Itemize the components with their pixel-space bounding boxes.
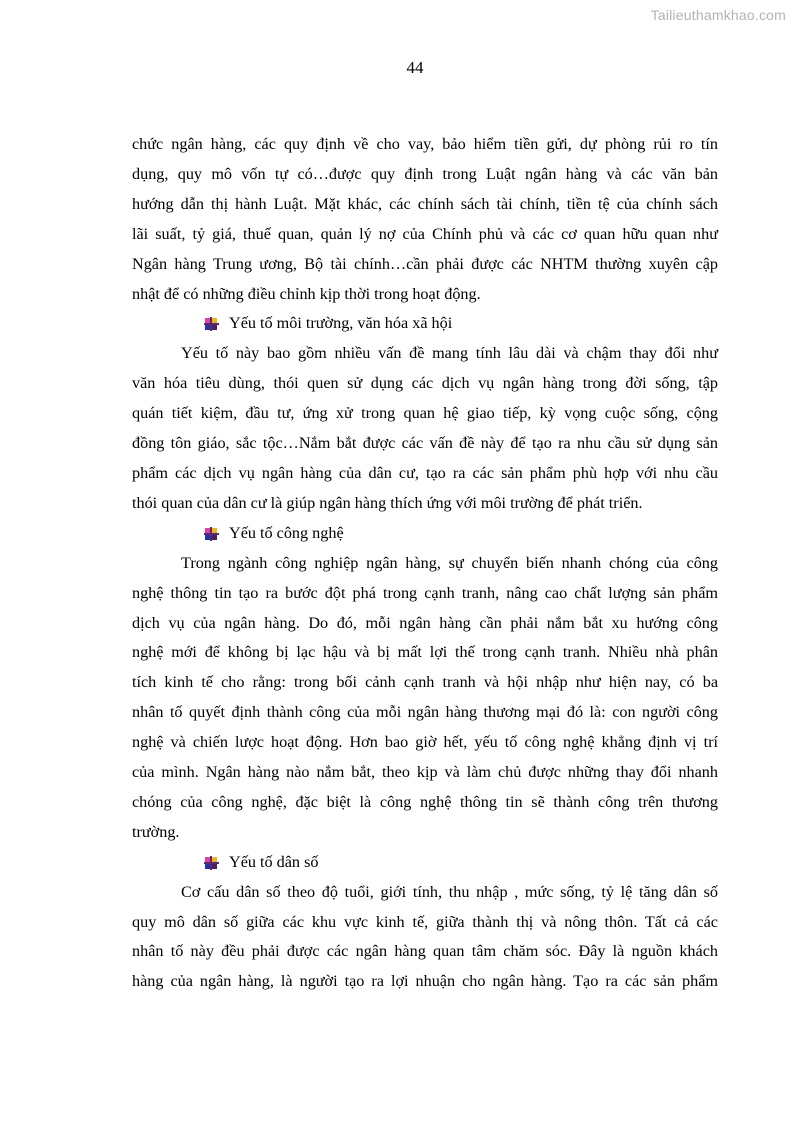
text-line: hướng dẫn thị hành Luật. Mặt khác, các chính sách tài chính, tiền tệ của chính sách xyxy=(132,194,718,213)
text-line: của mình. Ngân hàng nào nắm bắt, theo kịp và làm chủ được những thay đổi nhanh xyxy=(132,763,718,782)
text-line: thói quan của dân cư là giúp ngân hàng thích ứng với môi trường để phát triển. xyxy=(132,493,643,512)
text-line: nhân tố này đều phải được các ngân hàng quan tâm chăm sóc. Đây là nguồn khách xyxy=(132,942,718,961)
text-line: văn hóa tiêu dùng, thói quen sử dụng các dịch vụ ngân hàng trong đời sống, tập xyxy=(132,374,718,393)
four-color-cross-icon xyxy=(204,317,220,331)
text-line: nghệ thông tin tạo ra bước đột phá trong cạnh tranh, nâng cao chất lượng sản phẩm xyxy=(132,583,718,602)
text-line: đồng tôn giáo, sắc tộc…Nắm bắt được các vấn đề này để tạo ra nhu cầu sử dụng sản xyxy=(132,434,718,453)
paragraph-intro xyxy=(132,130,718,309)
section-heading-technology xyxy=(132,519,718,549)
section-heading-text: Yếu tố môi trường, văn hóa xã hội xyxy=(229,314,453,333)
paragraph-technology xyxy=(132,549,718,848)
text-line: chóng của công nghệ, đặc biệt là công nghệ thông tin sẽ thành công trên thương xyxy=(132,792,718,811)
text-line: Ngân hàng Trung ương, Bộ tài chính…cần phải được các NHTM thường xuyên cập xyxy=(132,254,718,273)
text-line: tích kinh tế cho rằng: trong bối cảnh cạnh tranh và hội nhập như hiện nay, có ba xyxy=(132,673,718,692)
document-body xyxy=(132,130,718,997)
text-line: Yếu tố này bao gồm nhiều vấn đề mang tính lâu dài và chậm thay đổi như xyxy=(181,344,718,363)
text-line: phẩm các dịch vụ ngân hàng của dân cư, tạo ra các sản phẩm phù hợp với nhu cầu xyxy=(132,463,718,482)
paragraph-population xyxy=(132,878,718,998)
text-line: hàng của ngân hàng, là người tạo ra lợi nhuận cho ngân hàng. Tạo ra các sản phẩm xyxy=(132,972,718,991)
text-line: nghệ và chiến lược hoạt động. Hơn bao giờ hết, yếu tố công nghệ khẳng định vị trí xyxy=(132,733,718,752)
text-line: dụng, quy mô vốn tự có…được quy định trong Luật ngân hàng và các văn bản xyxy=(132,164,718,183)
paragraph-culture xyxy=(132,339,718,518)
text-line: trường. xyxy=(132,822,180,841)
text-line: lãi suất, tỷ giá, thuế quan, quản lý nợ của Chính phủ và các cơ quan hữu quan như xyxy=(132,224,718,243)
text-line: quán tiết kiệm, đầu tư, ứng xử trong quan hệ giao tiếp, kỳ vọng cuộc sống, cộng xyxy=(132,404,718,423)
text-line: Trong ngành công nghiệp ngân hàng, sự chuyển biến nhanh chóng của công xyxy=(181,553,718,572)
text-line: Cơ cấu dân số theo độ tuổi, giới tính, thu nhập , mức sống, tỷ lệ tăng dân số xyxy=(181,882,718,901)
text-line: nghệ mới để không bị lạc hậu và bị mất lợi thế trong cạnh tranh. Nhiều nhà phân xyxy=(132,643,718,662)
section-heading-culture xyxy=(132,309,718,339)
text-line: nhật để có những điều chỉnh kịp thời trong hoạt động. xyxy=(132,284,481,303)
section-heading-population xyxy=(132,848,718,878)
section-heading-text: Yếu tố dân số xyxy=(229,852,319,871)
page-number: 44 xyxy=(406,58,424,77)
section-heading-text: Yếu tố công nghệ xyxy=(229,523,344,542)
four-color-cross-icon xyxy=(204,856,220,870)
watermark: Tailieuthamkhao.com xyxy=(650,7,786,23)
four-color-cross-icon xyxy=(204,527,220,541)
text-line: dịch vụ của ngân hàng. Do đó, mỗi ngân hàng cần phải nắm bắt xu hướng công xyxy=(132,613,718,632)
text-line: quy mô dân số giữa các khu vực kinh tế, giữa thành thị và nông thôn. Tất cả các xyxy=(132,912,718,931)
text-line: chức ngân hàng, các quy định về cho vay, bảo hiểm tiền gửi, dự phòng rủi ro tín xyxy=(132,135,718,153)
text-line: nhân tố quyết định thành công của mỗi ngân hàng thương mại đó là: con người công xyxy=(132,703,718,722)
